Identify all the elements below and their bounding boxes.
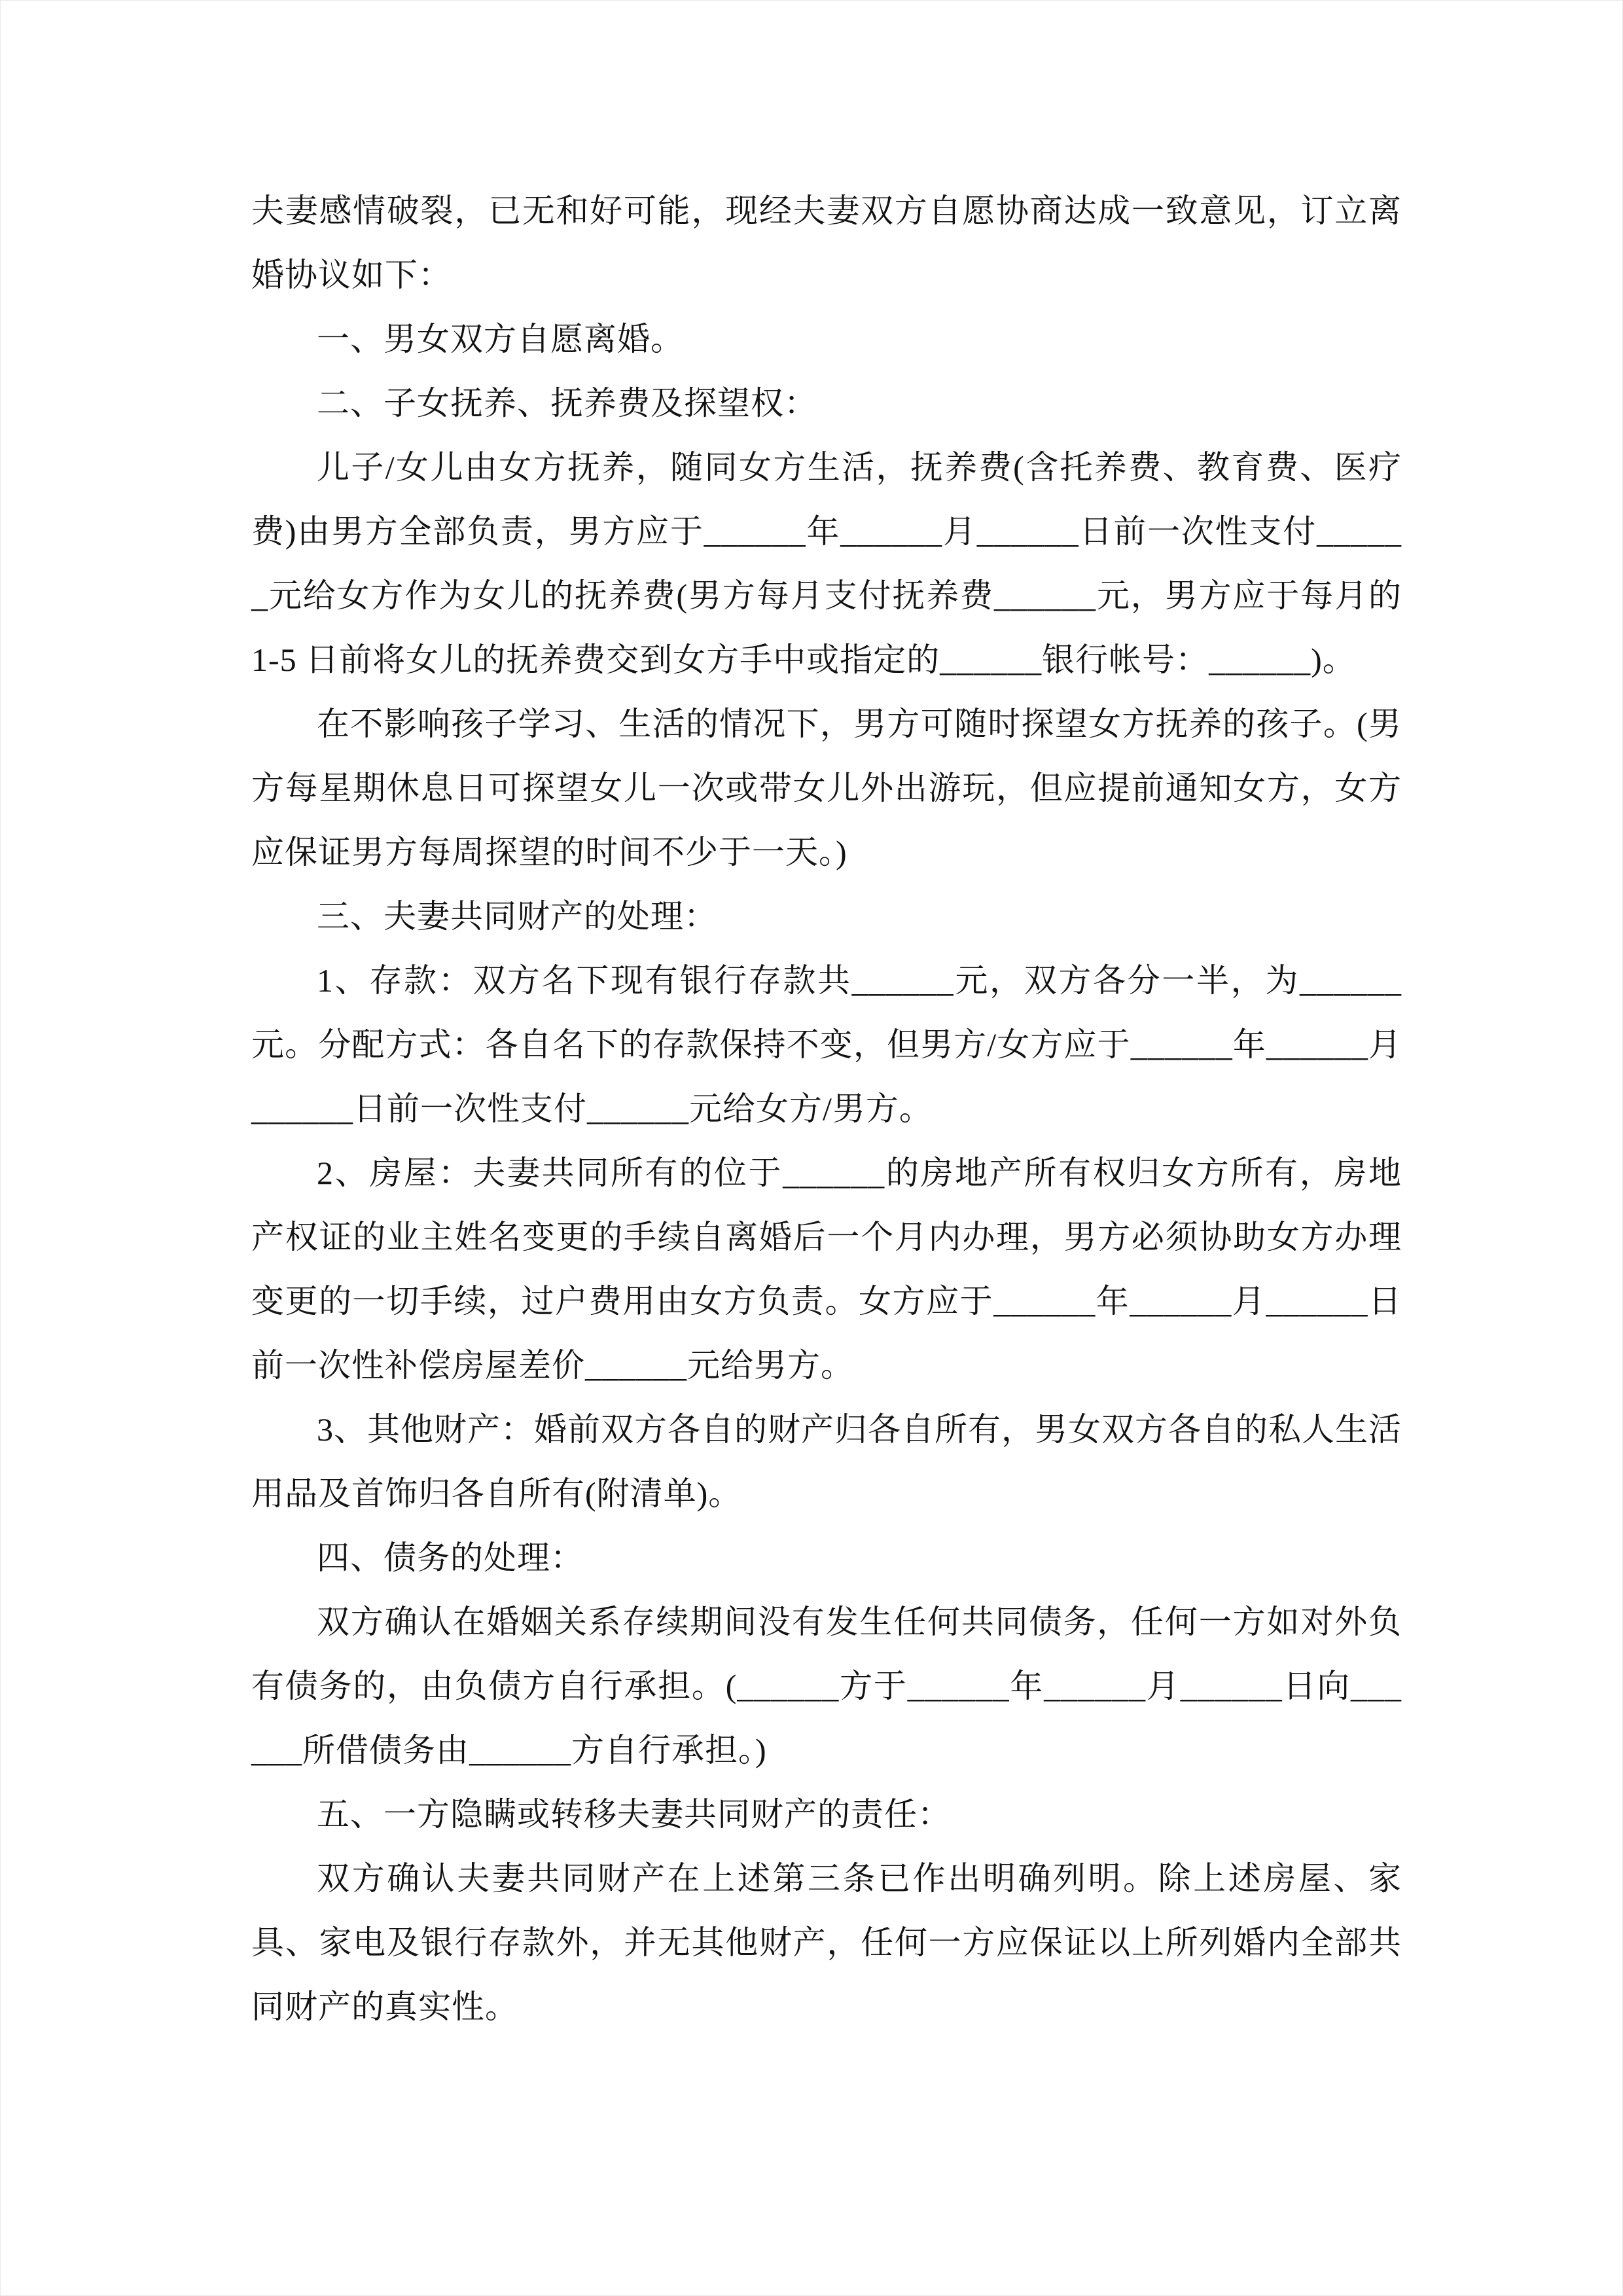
clause-5-concealment-body: 双方确认夫妻共同财产在上述第三条已作出明确列明。除上述房屋、家具、家电及银行存款外，并无其他财产，任何一方应保证以上所列婚内全部共同财产的真实性。 (251, 1860, 1402, 2025)
paragraph-intro: 夫妻感情破裂，已无和好可能，现经夫妻双方自愿协商达成一致意见，订立离婚协议如下： (251, 192, 1402, 293)
document-content (251, 179, 1402, 2039)
clause-5-concealment-title: 五、一方隐瞒或转移夫妻共同财产的责任： (317, 1796, 951, 1833)
clause-2-custody-title: 二、子女抚养、抚养费及探望权： (317, 385, 817, 422)
clause-1-voluntary-divorce: 一、男女双方自愿离婚。 (317, 321, 684, 357)
clause-3-property-title: 三、夫妻共同财产的处理： (317, 898, 717, 935)
clause-2-custody-support: 儿子/女儿由女方抚养，随同女方生活，抚养费(含托养费、教育费、医疗费)由男方全部负责，男方应于______年______月______日前一次性支付______元给女方作为女儿的抚养费(男方每月支付抚养费______元，男方应于每月的 1-5 日前将女儿的抚养费交到女方手中或指定的______银行帐号：______)。 (251, 449, 1402, 678)
clause-3-other-property: 3、其他财产：婚前双方各自的财产归各自所有，男女双方各自的私人生活用品及首饰归各自所有(附清单)。 (251, 1411, 1402, 1512)
clause-3-deposits: 1、存款：双方名下现有银行存款共______元，双方各分一半，为______元。分配方式：各自名下的存款保持不变，但男方/女方应于______年______月______日前一次性支付______元给女方/男方。 (251, 962, 1402, 1127)
clause-4-debts-body: 双方确认在婚姻关系存续期间没有发生任何共同债务，任何一方如对外负有债务的，由负债方自行承担。(______方于______年______月______日向______所借债务由______方自行承担。) (251, 1604, 1402, 1768)
clause-3-house: 2、房屋：夫妻共同所有的位于______的房地产所有权归女方所有，房地产权证的业主姓名变更的手续自离婚后一个月内办理，男方必须协助女方办理变更的一切手续，过户费用由女方负责。女方应于______年______月______日前一次性补偿房屋差价______元给男方。 (251, 1155, 1402, 1384)
clause-4-debts-title: 四、债务的处理： (317, 1539, 584, 1576)
clause-2-visitation: 在不影响孩子学习、生活的情况下，男方可随时探望女方抚养的孩子。(男方每星期休息日可探望女儿一次或带女儿外出游玩，但应提前通知女方，女方应保证男方每周探望的时间不少于一天。) (251, 706, 1402, 870)
